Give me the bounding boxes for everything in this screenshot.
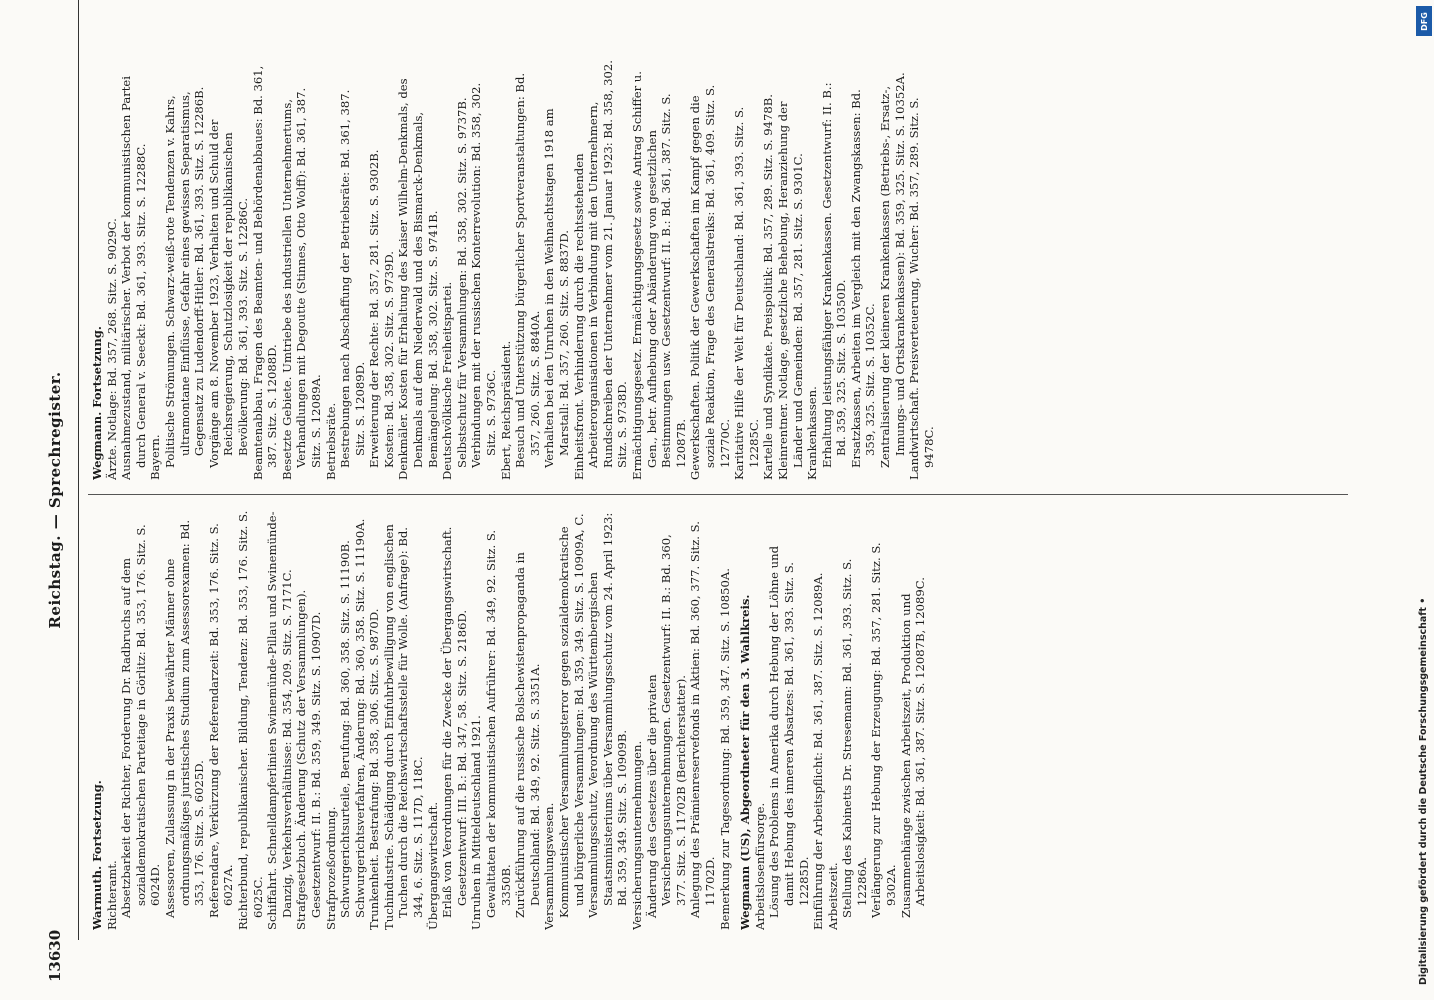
- column-divider: [88, 494, 1348, 495]
- register-entry: Zusammenhänge zwischen Arbeitszeit, Produktion und Arbeitslosigkeit: Bd. 361, 387. Sitz. S. 12087B, 12089C.: [898, 577, 928, 918]
- register-entry: [732, 510, 736, 930]
- register-entry: Selbstschutz für Versammlungen: Bd. 358, 302. Sitz. S. 9737B.: [454, 97, 469, 468]
- left-column: [88, 510, 1388, 930]
- register-entry: Strafprozeßordnung.: [323, 806, 338, 930]
- register-entry: Besetzte Gebiete. Umtriebe des industriellen Unternehmertums, Verhandlungen mit Degoutte (Stinnes, Otto Wolff): Bd. 361, 387. Sitz. S. 12089A.: [279, 87, 323, 480]
- register-entry: Änderung des Gesetzes über die privaten Versicherungsunternehmungen. Gesetzentwurf: II. B.: Bd. 360, 377. Sitz. S. 11702B (Berichterstatter).: [644, 534, 688, 918]
- register-entry: Bemerkung zur Tagesordnung: Bd. 359, 347. Sitz. S. 10850A.: [717, 568, 732, 930]
- register-entry: Denkmäler. Kosten für Erhaltung des Kaiser Wilhelm-Denkmals, des Denkmals auf dem Niederwald und des Bismarck-Denkmals, Bemängelung: Bd. 358, 302. Sitz. S. 9741B.: [396, 78, 440, 480]
- register-entry: Schwurgerichtsverfahren, Änderung: Bd. 360, 358. Sitz. S. 11190A.: [352, 518, 367, 918]
- register-entry: Versammlungswesen.: [542, 802, 557, 930]
- register-entry: Gewerkschaften. Politik der Gewerkschaften im Kampf gegen die soziale Reaktion, Frage des Generalstreiks: Bd. 361, 409. Sitz. S. 12770C.: [688, 84, 732, 480]
- page-header: [40, 0, 70, 1000]
- register-entry: Schiffahrt. Schnelldampferlinien Swinemünde-Pillau und Swinemünde-Danzig, Verkehrsverhältnisse: Bd. 354, 209. Sitz. S. 7171C.: [265, 511, 294, 930]
- register-entry: Besuch und Unterstützung bürgerlicher Sportveranstaltungen: Bd. 357, 260. Sitz. S. 8840A.: [513, 72, 542, 468]
- register-entry: Strafgesetzbuch. Änderung (Schutz der Versammlungen). Gesetzentwurf: II. B.: Bd. 359, 349. Sitz. S. 10907D.: [294, 589, 323, 930]
- register-entry: Wegmann (US), Abgeordneter für den 3. Wahlkreis.: [738, 594, 753, 930]
- register-entry: Vorgänge am 8. November 1923, Verhalten und Schuld der Reichsregierung, Schutzlosigkeit der republikanischen Bevölkerung: Bd. 361, 393. Sitz. S. 12286C.: [206, 119, 250, 468]
- register-entry: Richteramt.: [104, 860, 119, 930]
- register-entry: Verlängerung zur Hebung der Erzeugung: Bd. 357, 281. Sitz. S. 9302A.: [869, 542, 899, 918]
- register-entry: Wegmann. Fortsetzung.: [90, 326, 104, 480]
- register-entry: Kosten: Bd. 358, 302. Sitz. S. 9739D.: [381, 251, 396, 468]
- register-entry: Kommunistischer Versammlungsterror gegen sozialdemokratische und bürgerliche Versammlungen: Bd. 359, 349. Sitz. S. 10909A, C.: [557, 513, 586, 918]
- register-entry: Verbindungen mit der russischen Konterrevolution: Bd. 358, 302. Sitz. S. 9736C.: [469, 82, 499, 468]
- register-entry: Arbeitslosenfürsorge.: [752, 802, 767, 930]
- register-entry: Erweiterung der Rechte: Bd. 357, 281. Sitz. S. 9302B.: [367, 149, 382, 468]
- register-entry: Beamtenabbau. Fragen des Beamten- und Behördenabbaues: Bd. 361, 387. Sitz. S. 12088D.: [250, 65, 280, 480]
- register-entry: Betriebsräte.: [323, 402, 338, 480]
- page-title: Reichstag. — Sprechregister.: [46, 371, 64, 629]
- digitization-credit: Digitalisierung gefördert durch die Deutsche Forschungsgemeinschaft •: [1418, 597, 1429, 985]
- register-entry: Kleinrentner. Notlage, gesetzliche Behebung, Heranziehung der Länder und Gemeinden: Bd. 357, 281. Sitz. S. 9301C.: [775, 101, 805, 480]
- register-entry: Tuchindustrie. Schädigung durch Einfuhrbewilligung von englischen Tuchen durch die Reichswirtschaftsstelle für Wolle. (Anfrage): Bd. 344, 6. Sitz. S. 117D, 118C.: [381, 524, 426, 930]
- register-entry: Krankenkassen.: [805, 386, 820, 480]
- right-column: [88, 60, 1388, 480]
- register-entry: Verhalten bei den Unruhen in den Weihnachtstagen 1918 am Marstall: Bd. 357, 260. Sitz. S. 8837D.: [542, 108, 571, 468]
- register-entry: Einführung der Arbeitspflicht: Bd. 361, 387. Sitz. S. 12089A.: [811, 572, 826, 930]
- page-number: 13630: [46, 929, 64, 982]
- register-entry: Assessoren, Zulassung in der Praxis bewährter Männer ohne ordnungsmäßiges juristisches Studium zum Assessorexamen: Bd. 353, 176. Sitz. S. 6025D.: [162, 519, 207, 918]
- register-entry: Ausnahmezustand, militärischer. Verbot der kommunistischen Partei durch General v. Seeckt: Bd. 361, 393. Sitz. S. 12288C.: [119, 76, 148, 480]
- register-entry: Landwirtschaft. Preisverteuerung, Wucher: Bd. 357, 289. Sitz. S. 9478C.: [907, 97, 936, 480]
- register-entry: Ärzte. Notlage: Bd. 357, 268. Sitz. S. 9029C.: [104, 218, 119, 480]
- register-entry: Versammlungsschutz, Verordnung des Württembergischen Staatsministeriums über Versammlungsschutz vom 24. April 1923: Bd. 359, 349. Sitz. S. 10909B.: [586, 512, 630, 918]
- register-entry: Bestrebungen nach Abschaffung der Betriebsräte: Bd. 361, 387. Sitz. S. 12089D.: [338, 89, 367, 468]
- register-entry: Deutschvölkische Freiheitspartei.: [440, 281, 455, 480]
- register-entry: Karitative Hilfe der Welt für Deutschland: Bd. 361, 393. Sitz. S. 12285C.: [732, 106, 761, 480]
- register-entry: Schwurgerichtsurteile, Berufung: Bd. 360, 358. Sitz. S. 11190B.: [338, 540, 353, 918]
- register-entry: Lösung des Problems in Amerika durch Hebung der Löhne und damit Hebung des inneren Absatzes: Bd. 361, 393. Sitz. S. 12285D.: [767, 545, 811, 918]
- register-entry: Erhaltung leistungsfähiger Krankenkassen. Gesetzentwurf: II. B.: Bd. 359, 325. Sitz. S. 10350D.: [819, 82, 849, 468]
- register-entry: Unruhen in Mitteldeutschland 1921.: [469, 715, 484, 930]
- register-entry: Warmuth. Fortsetzung.: [90, 780, 104, 930]
- register-entry: Gewalttaten der kommunistischen Aufrührer: Bd. 349, 92. Sitz. S. 3350B.: [484, 529, 513, 918]
- register-entry: Übergangswirtschaft.: [425, 801, 440, 930]
- register-entry: Arbeitszeit.: [825, 862, 840, 930]
- register-entry: Zurückführung auf die russische Bolschewistenpropaganda in Deutschland: Bd. 349, 92. Sitz. S. 3351A.: [513, 552, 542, 918]
- header-rule: [78, 0, 79, 940]
- register-entry: Versicherungsunternehmungen.: [629, 740, 644, 930]
- register-entry: Richterbund, republikanischer. Bildung, Tendenz: Bd. 353, 176. Sitz. S. 6025C.: [235, 510, 265, 930]
- register-entry: Kartelle und Syndikate. Preispolitik: Bd. 357, 289. Sitz. S. 9478B.: [761, 94, 776, 480]
- dfg-logo: DFG: [1416, 6, 1432, 36]
- register-entry: Absetzbarkeit der Richter, Forderung Dr. Radbruchs auf dem sozialdemokratischen Parteitage in Görlitz: Bd. 353, 176. Sitz. S. 6024D.: [119, 524, 163, 918]
- register-entry: Politische Strömungen. Schwarz-weiß-rote Tendenzen v. Kahrs, ultramontane Einflüsse, Gefahr eines gewissen Separatismus, Gegensatz zu Ludendorff-Hitler: Bd. 361, 393. Sitz. S. 12286B.: [162, 86, 207, 468]
- register-entry: Zentralisierung der kleineren Krankenkassen (Betriebs-, Ersatz-, Innungs- und Ortskrankenkassen): Bd. 359, 325. Sitz. S. 10352A.: [878, 72, 907, 468]
- register-entry: Ersatzkassen, Arbeiten im Vergleich mit den Zwangskassen: Bd. 359, 325. Sitz. S. 10352C.: [848, 89, 878, 468]
- register-entry: Stellung des Kabinetts Dr. Stresemann: Bd. 361, 393. Sitz. S. 12286A.: [840, 558, 869, 918]
- register-entry: Ebert, Reichspräsident.: [498, 340, 513, 480]
- register-entry: Anlegung des Prämienreservefonds in Aktien: Bd. 360, 377. Sitz. S. 11702D.: [688, 521, 717, 918]
- register-entry: Ermächtigungsgesetz. Ermächtigungsgesetz sowie Antrag Schiffer u. Gen., betr. Aufhebung oder Abänderung von gesetzlichen Bestimmungen usw. Gesetzentwurf: II. B.: Bd. 361, 387. Sitz. S. 12087B.: [629, 71, 688, 480]
- register-entry: Referendare, Verkürzung der Referendarzeit: Bd. 353, 176. Sitz. S. 6027A.: [206, 523, 236, 918]
- register-entry: Erlaß von Verordnungen für die Zwecke der Übergangswirtschaft. Gesetzentwurf: III. B.: Bd. 347, 58. Sitz. S. 2186D.: [440, 526, 469, 918]
- register-entry: Trunkenheit. Bestrafung: Bd. 358, 306. Sitz. S. 9870D.: [367, 608, 382, 930]
- register-entry: Bayern.: [148, 434, 163, 480]
- register-entry: Einheitsfront. Verhinderung durch die rechtsstehenden Arbeiterorganisationen in Verbindung mit den Unternehmern, Rundschreiben der Unternehmer vom 21. Januar 1923: Bd. 358, 302. Sitz. S. 9738D.: [571, 60, 630, 480]
